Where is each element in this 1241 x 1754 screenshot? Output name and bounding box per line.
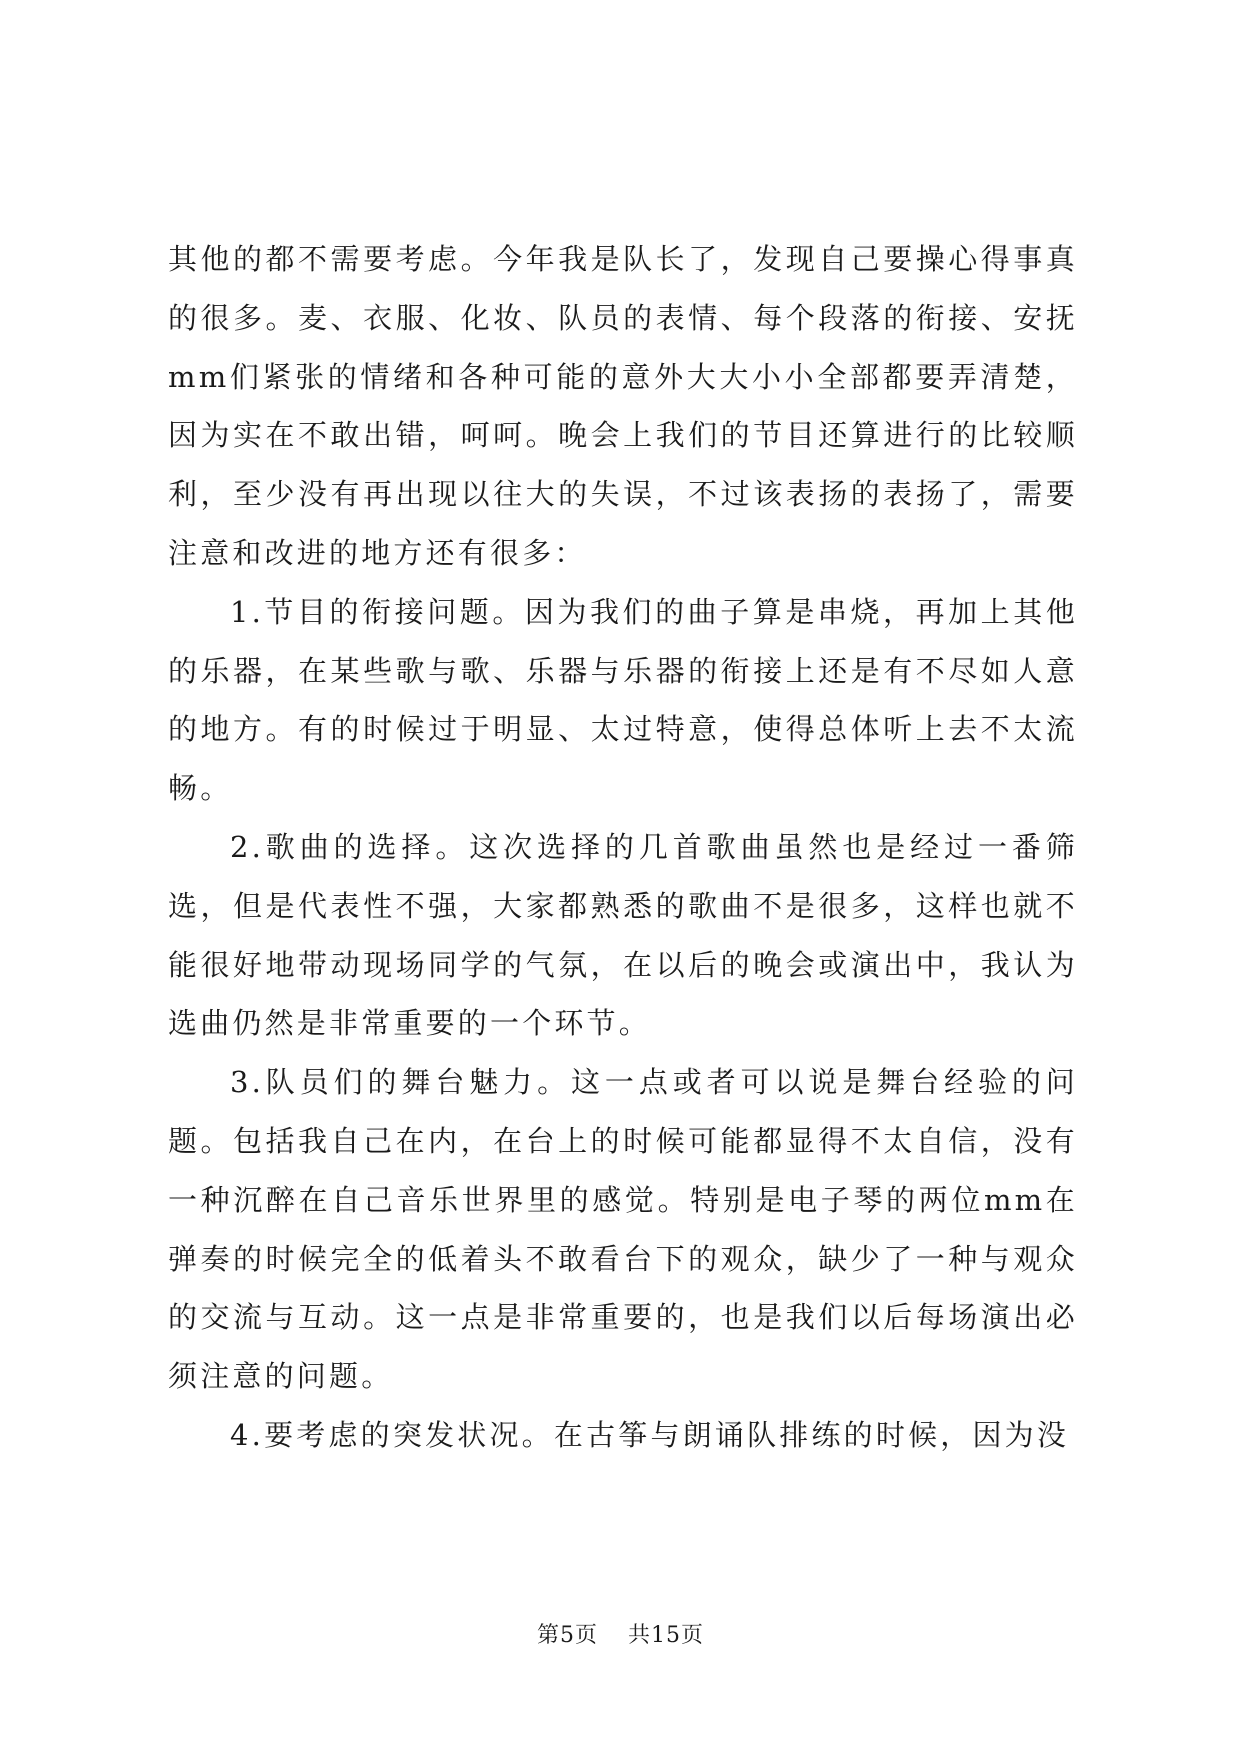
paragraph-continuation: 其他的都不需要考虑。今年我是队长了，发现自己要操心得事真的很多。麦、衣服、化妆、队员的表情、每个段落的衔接、安抚mm们紧张的情绪和各种可能的意外大大小小全部都要弄清楚，因为实在不敢出错，呵呵。晚会上我们的节目还算进行的比较顺利，至少没有再出现以往大的失误，不过该表扬的表扬了，需要注意和改进的地方还有很多： (168, 242, 1078, 570)
page-footer (0, 1621, 1241, 1651)
paragraph-item-3: 3.队员们的舞台魅力。这一点或者可以说是舞台经验的问题。包括我自己在内，在台上的时候可能都显得不太自信，没有一种沉醉在自己音乐世界里的感觉。特别是电子琴的两位mm在弹奏的时候完全的低着头不敢看台下的观众，缺少了一种与观众的交流与互动。这一点是非常重要的，也是我们以后每场演出必须注意的问题。 (168, 1065, 1078, 1394)
page-number-label: 第5页 (537, 1623, 598, 1648)
total-pages-label: 共15页 (628, 1623, 704, 1648)
paragraph-item-4: 4.要考虑的突发状况。在古筝与朗诵队排练的时候，因为没 (230, 1417, 1070, 1452)
paragraph-item-1: 1.节目的衔接问题。因为我们的曲子算是串烧，再加上其他的乐器，在某些歌与歌、乐器与乐器的衔接上还是有不尽如人意的地方。有的时候过于明显、太过特意，使得总体听上去不太流畅。 (168, 594, 1078, 806)
body-text (168, 230, 1078, 1465)
paragraph-item-2: 2.歌曲的选择。这次选择的几首歌曲虽然也是经过一番筛选，但是代表性不强，大家都熟悉的歌曲不是很多，这样也就不能很好地带动现场同学的气氛，在以后的晚会或演出中，我认为选曲仍然是非常重要的一个环节。 (168, 829, 1078, 1041)
